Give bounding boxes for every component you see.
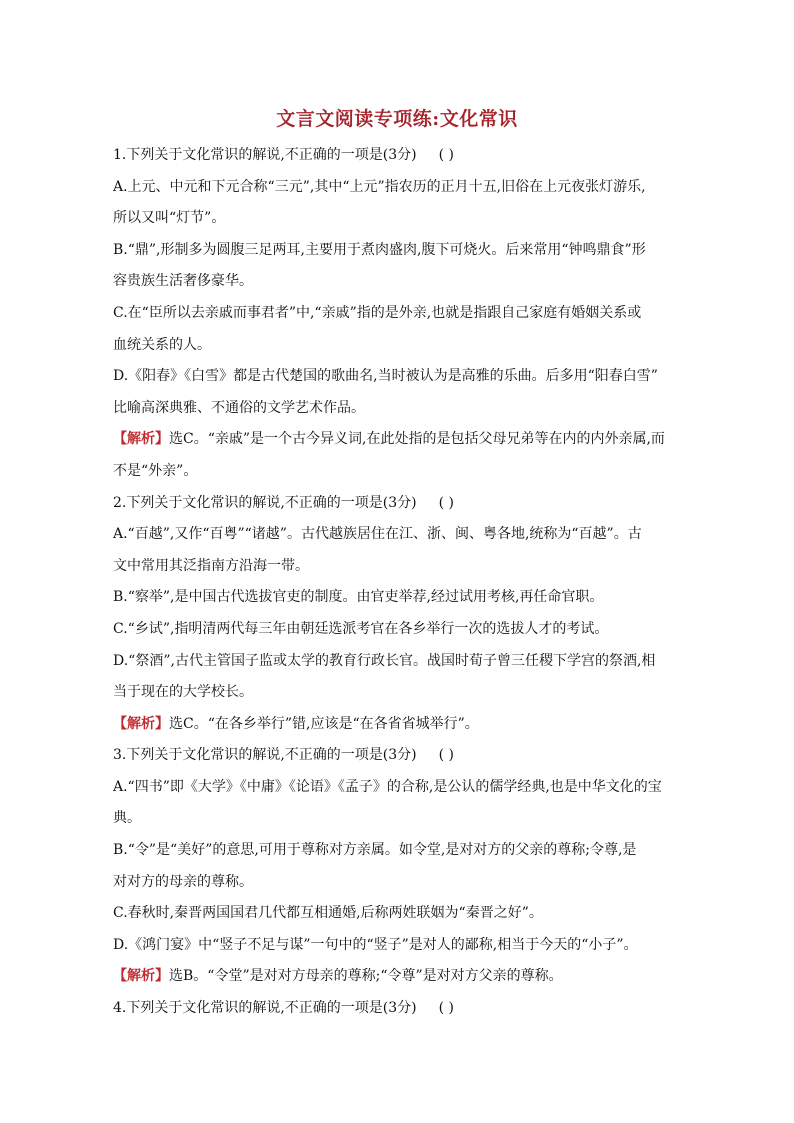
option-d-line-1: D.“祭酒”,古代主管国子监或太学的教育行政长官。战国时荀子曾三任稷下学宫的祭酒,相 [113,652,656,669]
option-b-line-1: B.“令”是“美好”的意思,可用于尊称对方亲属。如令堂,是对对方的父亲的尊称;令尊,是 [113,842,637,859]
question-stem: 3.下列关于文化常识的解说,不正确的一项是(3分) ( ) [113,740,685,772]
option-b-line-1: B.“察举”,是中国古代选拔官吏的制度。由官吏举荐,经过试用考核,再任命官职。 [113,589,604,606]
option-c-line-2: 血统关系的人。 [113,336,211,353]
analysis-line-2: 不是“外亲”。 [113,462,198,479]
document-body [113,140,685,1025]
option-c-line-1: C.“乡试”,指明清两代每三年由朝廷选派考官在各乡举行一次的选拔人才的考试。 [113,620,609,637]
question-stem: 2.下列关于文化常识的解说,不正确的一项是(3分) ( ) [113,488,685,520]
analysis-tag: 【解析】 [113,968,169,985]
answer-bracket: ( ) [438,747,455,764]
answer-bracket: ( ) [438,147,455,163]
answer-bracket: ( ) [438,1000,455,1017]
option-a-line-1: A.上元、中元和下元合称“三元”,其中“上元”指农历的正月十五,旧俗在上元夜张灯游乐, [113,178,646,195]
option-b-line-1: B.“鼎”,形制多为圆腹三足两耳,主要用于煮肉盛肉,腹下可烧火。后来常用“钟鸣鼎食”形 [113,241,646,258]
option-a-line-2: 典。 [113,810,141,827]
analysis-line-1: 【解析】选C。“在各乡举行”错,应该是“在各省省城举行”。 [113,715,479,732]
option-c-line-1: C.春秋时,秦晋两国国君几代都互相通婚,后称两姓联姻为“秦晋之好”。 [113,905,543,922]
question-stem: 1.下列关于文化常识的解说,不正确的一项是(3分) ( ) [113,140,685,172]
question-block [113,993,685,1025]
answer-bracket: ( ) [438,494,455,511]
option-d-line-2: 当于现在的大学校长。 [113,684,253,701]
page-title: 文言文阅读专项练:文化常识 [276,108,518,130]
question-stem: 4.下列关于文化常识的解说,不正确的一项是(3分) ( ) [113,993,685,1025]
option-a-line-2: 所以又叫“灯节”。 [113,210,226,227]
option-d-line-2: 比喻高深典雅、不通俗的文学艺术作品。 [113,399,365,416]
question-block [113,140,685,488]
analysis-line-1: 【解析】选B。“令堂”是对对方母亲的尊称;“令尊”是对对方父亲的尊称。 [113,968,563,985]
option-b-line-2: 对对方的母亲的尊称。 [113,873,253,890]
option-a-line-2: 文中常用其泛指南方沿海一带。 [113,557,309,574]
option-d-line-1: D.《阳春》《白雪》都是古代楚国的歌曲名,当时被认为是高雅的乐曲。后多用“阳春白雪” [113,368,658,385]
analysis-tag: 【解析】 [113,431,169,448]
option-c-line-1: C.在“臣所以去亲戚而事君者”中,“亲戚”指的是外亲,也就是指跟自己家庭有婚姻关系或 [113,304,642,321]
option-a-line-1: A.“四书”即《大学》《中庸》《论语》《孟子》的合称,是公认的儒学经典,也是中华文化的宝 [113,778,662,795]
option-b-line-2: 容贵族生活奢侈豪华。 [113,273,253,290]
option-a-line-1: A.“百越”,又作“百粤”“诸越”。古代越族居住在江、浙、闽、粤各地,统称为“百越”。古 [113,526,642,543]
analysis-line-1: 【解析】选C。“亲戚”是一个古今异义词,在此处指的是包括父母兄弟等在内的内外亲属,而 [113,431,665,448]
option-d-line-1: D.《鸿门宴》中“竖子不足与谋”一句中的“竖子”是对人的鄙称,相当于今天的“小子”。 [113,936,638,953]
analysis-tag: 【解析】 [113,715,169,732]
question-block [113,488,685,741]
question-block [113,740,685,993]
